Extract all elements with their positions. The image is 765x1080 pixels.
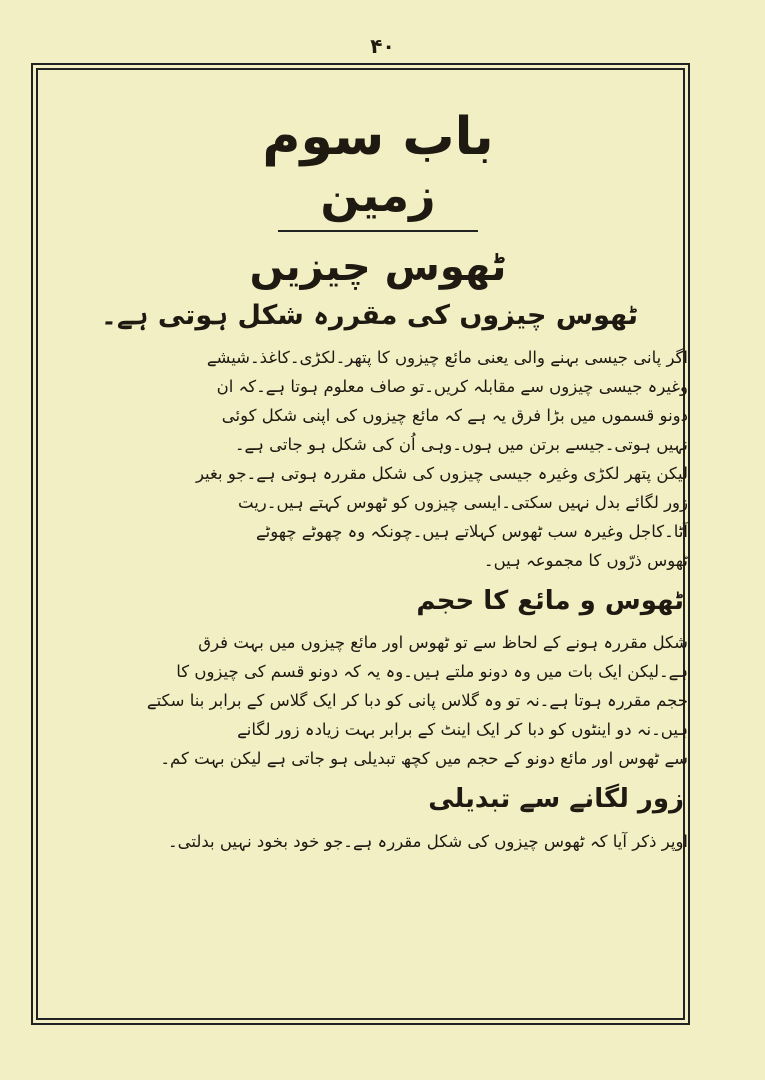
page-number: ۴۰ <box>370 34 395 58</box>
paragraph-solids <box>58 343 688 575</box>
section-lead-statement: ٹھوس چیزوں کی مقررہ شکل ہوتی ہے۔ <box>101 299 638 331</box>
title-divider <box>278 230 478 232</box>
paragraph-pressure-change <box>58 827 688 856</box>
subheading-pressure-change: زور لگانے سے تبدیلی <box>428 784 684 815</box>
paragraph-line: شکل مقررہ ہونے کے لحاظ سے تو ٹھوس اور مائع چیزوں میں بہت فرق <box>198 633 688 653</box>
paragraph-line: دونو قسموں میں بڑا فرق یہ ہے کہ مائع چیزوں کی اپنی شکل کوئی <box>221 405 688 425</box>
paragraph-line: ٹھوس ذرّوں کا مجموعہ ہیں۔ <box>483 550 688 570</box>
paragraph-volume <box>58 628 688 773</box>
paragraph-line: لیکن پتھر لکڑی وغیرہ جیسی چیزوں کی شکل مقررہ ہوتی ہے۔جو بغیر <box>195 463 688 483</box>
paragraph-line: اوپر ذکر آیا کہ ٹھوس چیزوں کی شکل مقررہ ہے۔جو خود بخود نہیں بدلتی۔ <box>167 832 688 852</box>
paragraph-line: ہیں۔نہ دو اینٹوں کو دبا کر ایک اینٹ کے برابر بہت زیادہ زور لگانے <box>237 720 688 740</box>
subheading-volume: ٹھوس و مائع کا حجم <box>416 585 684 616</box>
paragraph-line: اگر پانی جیسی بہنے والی یعنی مائع چیزوں کا پتھر۔لکڑی۔کاغذ۔شیشے <box>206 347 688 367</box>
chapter-title: باب سوم <box>262 107 494 167</box>
paragraph-line: وغیرہ جیسی چیزوں سے مقابلہ کریں۔تو صاف معلوم ہوتا ہے۔کہ ان <box>216 376 688 396</box>
paragraph-line: حجم مقررہ ہوتا ہے۔نہ تو وہ گلاس پانی کو دبا کر ایک گلاس کے برابر بنا سکتے <box>146 691 688 711</box>
chapter-subtitle: زمین <box>320 168 436 223</box>
paragraph-line: سے ٹھوس اور مائع دونو کے حجم میں کچھ تبدیلی ہو جاتی ہے لیکن بہت کم۔ <box>160 749 688 769</box>
page-content <box>58 88 698 1008</box>
section-title: ٹھوس چیزیں <box>249 243 507 290</box>
paragraph-line: آٹا۔کاجل وغیرہ سب ٹھوس کہلاتے ہیں۔چونکہ وہ چھوٹے چھوٹے <box>255 521 688 541</box>
paragraph-line: ہے۔لیکن ایک بات میں وہ دونو ملتے ہیں۔وہ یہ کہ دونو قسم کی چیزوں کا <box>176 662 688 682</box>
paragraph-line: نہیں ہوتی۔جیسے برتن میں ہوں۔وہی اُن کی شکل ہو جاتی ہے۔ <box>234 434 688 454</box>
paragraph-line: زور لگائے بدل نہیں سکتی۔ایسی چیزوں کو ٹھوس کہتے ہیں۔ریت <box>238 492 688 512</box>
